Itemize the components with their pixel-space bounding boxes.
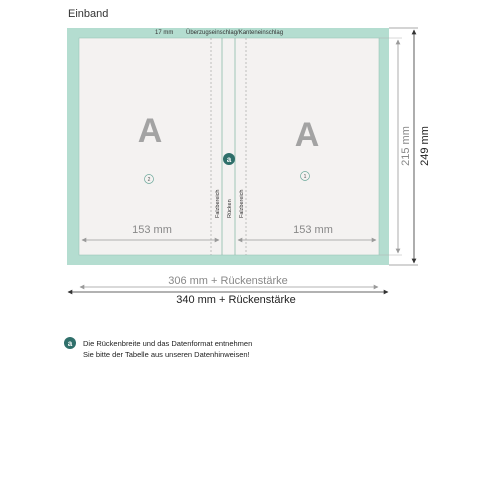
page-title: Einband: [68, 8, 109, 20]
note-line-1: Die Rückenbreite und das Datenformat entnehmen: [83, 339, 253, 348]
note-line-2: Sie bitte der Tabelle aus unseren Datenhinweisen!: [83, 350, 250, 359]
inner-width-label: 306 mm + Rückenstärke: [168, 275, 288, 287]
right-page-number: 1: [303, 174, 307, 180]
margin-label: 17 mm: [155, 30, 174, 36]
inner-height-label: 215 mm: [400, 126, 412, 166]
left-fold-label: Falzbereich: [215, 189, 221, 218]
left-width-label: 153 mm: [132, 224, 172, 236]
spine-panel: [222, 38, 235, 255]
outer-width-label: 340 mm + Rückenstärke: [176, 294, 296, 306]
right-fold-label: Falzbereich: [239, 189, 245, 218]
right-width-label: 153 mm: [293, 224, 333, 236]
left-panel-letter: A: [137, 112, 163, 150]
left-page-number: 2: [147, 177, 151, 183]
spine-marker-letter: a: [226, 155, 232, 164]
spine-label: Rücken: [227, 199, 233, 218]
right-panel-letter: A: [294, 116, 320, 154]
note-marker-letter: a: [67, 339, 73, 348]
overlap-label: Überzugseinschlag/Kanteneinschlag: [186, 30, 284, 36]
outer-height-label: 249 mm: [419, 126, 431, 166]
